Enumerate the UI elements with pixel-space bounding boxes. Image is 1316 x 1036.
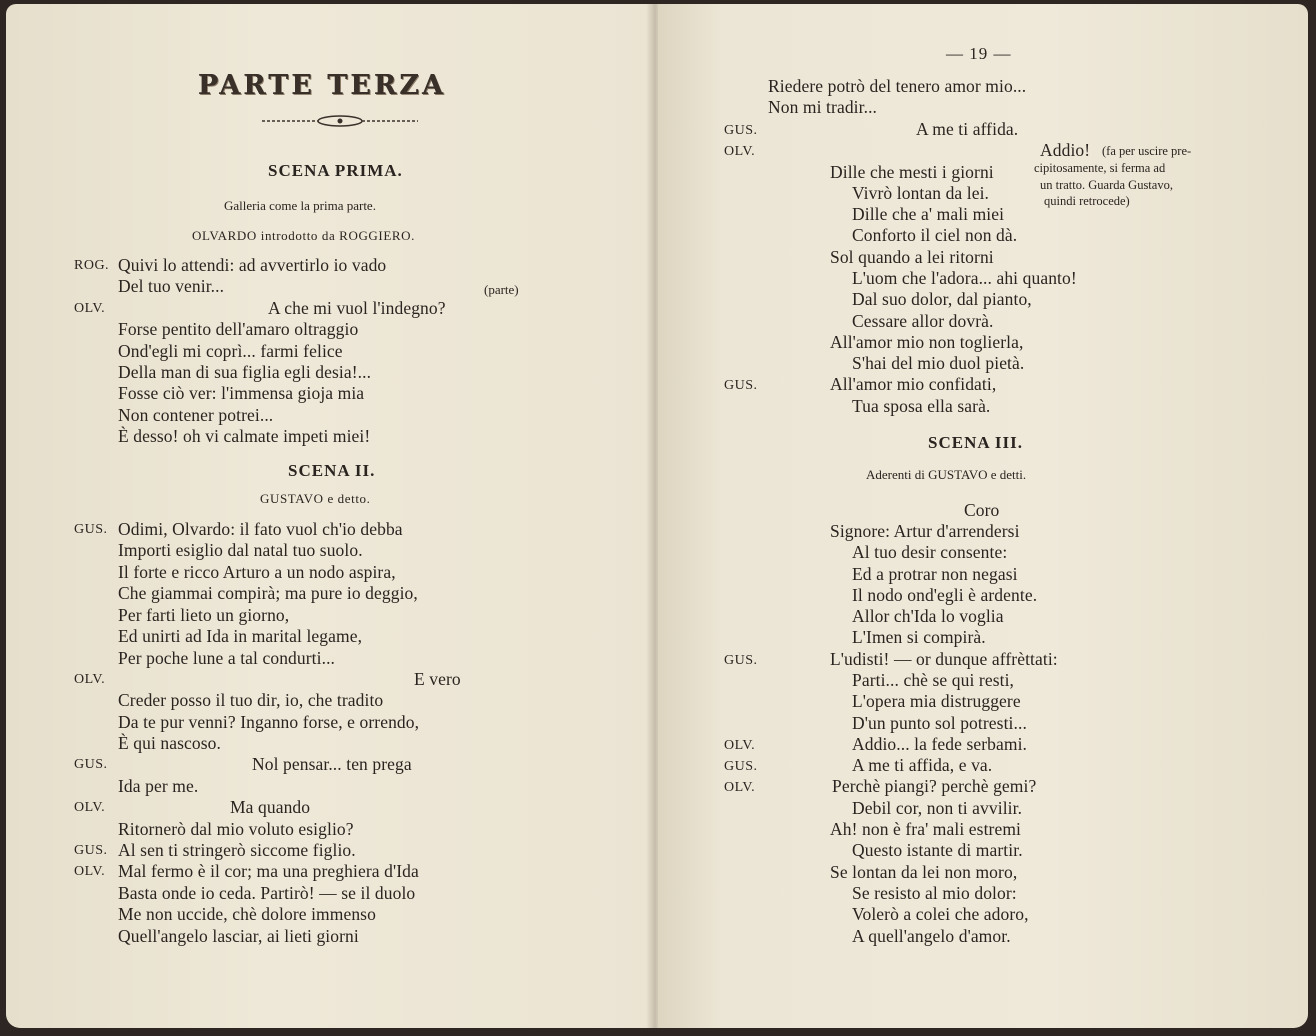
stage-direction-line: cipitosamente, si ferma ad — [1034, 161, 1166, 175]
right-page — [658, 4, 1308, 1028]
speaker-label: OLV. — [74, 672, 106, 687]
verse-line: Debil cor, non ti avvilir. — [852, 798, 1023, 818]
verse-line: Dille che mesti i giorni — [830, 162, 994, 182]
verse-line: Volerò a colei che adoro, — [852, 904, 1029, 924]
verse-line: Questo istante di martir. — [852, 840, 1023, 860]
verse-line: Addio! — [1040, 140, 1091, 160]
stage-direction: (parte) — [484, 282, 519, 297]
verse-line: Ed a protrar non negasi — [852, 564, 1018, 584]
verse-line: Sol quando a lei ritorni — [830, 247, 994, 267]
verse-line: Basta onde io ceda. Partirò! — se il duolo — [118, 883, 416, 903]
verse-line: Ma quando — [230, 797, 311, 817]
verse-line: A quell'angelo d'amor. — [852, 926, 1011, 946]
scena-ii-entrance: GUSTAVO e detto. — [260, 491, 371, 506]
verse-line: D'un punto sol potresti... — [852, 713, 1027, 733]
speaker-label: OLV. — [74, 301, 106, 316]
verse-line: Cessare allor dovrà. — [852, 311, 994, 331]
verse-line: A me ti affida, e va. — [852, 755, 993, 775]
page-number: — 19 — — [946, 44, 1012, 63]
verse-line: Dille che a' mali miei — [852, 204, 1005, 224]
verse-line: Creder posso il tuo dir, io, che tradito — [118, 690, 384, 710]
verse-line: Vivrò lontan da lei. — [852, 183, 990, 203]
verse-line: Forse pentito dell'amaro oltraggio — [118, 319, 359, 339]
verse-line: E vero — [414, 669, 461, 689]
verse-line: Me non uccide, chè dolore immenso — [118, 904, 376, 924]
verse-line: Fosse ciò ver: l'immensa gioja mia — [118, 383, 365, 403]
speaker-label: GUS. — [724, 759, 758, 774]
scena-prima-setting: Galleria come la prima parte. — [224, 198, 376, 213]
stage-direction-line: quindi retrocede) — [1044, 194, 1130, 208]
scena-prima-entrance: OLVARDO introdotto da ROGGIERO. — [192, 228, 415, 243]
speaker-label: GUS. — [724, 378, 758, 393]
verse-line: Ritornerò dal mio voluto esiglio? — [118, 819, 354, 839]
verse-line: Per poche lune a tal condurti... — [118, 648, 336, 668]
verse-line: Al sen ti stringerò siccome figlio. — [118, 840, 356, 860]
verse-line: L'Imen si compirà. — [852, 627, 986, 647]
stage-direction-line: un tratto. Guarda Gustavo, — [1040, 178, 1173, 192]
speaker-label: GUS. — [74, 843, 108, 858]
verse-line: Parti... chè se qui resti, — [852, 670, 1015, 690]
verse-line: All'amor mio non toglierla, — [830, 332, 1024, 352]
verse-line: Quivi lo attendi: ad avvertirlo io vado — [118, 255, 387, 275]
verse-line: Al tuo desir consente: — [852, 542, 1008, 562]
verse-line: Dal suo dolor, dal pianto, — [852, 289, 1032, 309]
coro-heading: Coro — [964, 500, 1000, 520]
verse-line: Tua sposa ella sarà. — [852, 396, 991, 416]
speaker-label: GUS. — [74, 757, 108, 772]
speaker-label: GUS. — [724, 123, 758, 138]
book-spread — [6, 4, 1308, 1028]
verse-line: A me ti affida. — [916, 119, 1019, 139]
verse-line: Allor ch'Ida lo voglia — [852, 606, 1004, 626]
speaker-label: OLV. — [74, 800, 106, 815]
speaker-label: OLV. — [724, 738, 756, 753]
verse-line: S'hai del mio duol pietà. — [852, 353, 1025, 373]
verse-line: All'amor mio confidati, — [830, 374, 997, 394]
verse-line: Il nodo ond'egli è ardente. — [852, 585, 1038, 605]
verse-line: Non contener potrei... — [118, 405, 274, 425]
stage-direction-line: (fa per uscire pre- — [1102, 144, 1192, 158]
verse-line: Da te pur venni? Inganno forse, e orrendo, — [118, 712, 420, 732]
verse-line: Per farti lieto un giorno, — [118, 605, 290, 625]
verse-line: Se resisto al mio dolor: — [852, 883, 1017, 903]
scena-ii-title: SCENA II. — [288, 461, 376, 480]
verse-line: L'opera mia distruggere — [852, 691, 1021, 711]
verse-line: Nol pensar... ten prega — [252, 754, 412, 774]
verse-line: Della man di sua figlia egli desia!... — [118, 362, 372, 382]
verse-line: Odimi, Olvardo: il fato vuol ch'io debba — [118, 519, 403, 539]
verse-line: Riedere potrò del tenero amor mio... — [768, 76, 1027, 96]
verse-line: Conforto il ciel non dà. — [852, 225, 1018, 245]
ornament-divider — [260, 114, 420, 128]
verse-line: Non mi tradir... — [768, 97, 878, 117]
verse-line: Il forte e ricco Arturo a un nodo aspira, — [118, 562, 396, 582]
verse-line: Importi esiglio dal natal tuo suolo. — [118, 540, 363, 560]
verse-line: È qui nascoso. — [118, 733, 221, 753]
verse-line: Ah! non è fra' mali estremi — [830, 819, 1021, 839]
verse-line: Signore: Artur d'arrendersi — [830, 521, 1020, 541]
verse-line: È desso! oh vi calmate impeti miei! — [118, 426, 371, 446]
speaker-label: GUS. — [724, 653, 758, 668]
verse-line: Quell'angelo lasciar, ai lieti giorni — [118, 926, 359, 946]
verse-line: Del tuo venir... — [118, 276, 225, 296]
verse-line: Se lontan da lei non moro, — [830, 862, 1018, 882]
scena-iii-entrance: Aderenti di GUSTAVO e detti. — [866, 467, 1027, 482]
scena-iii-title: SCENA III. — [928, 433, 1024, 452]
verse-line: Ond'egli mi coprì... farmi felice — [118, 341, 343, 361]
speaker-label: GUS. — [74, 522, 108, 537]
verse-line: L'udisti! — or dunque affrèttati: — [830, 649, 1058, 669]
parte-title: PARTE TERZA — [198, 70, 447, 101]
left-page — [6, 4, 658, 1028]
scena-prima-title: SCENA PRIMA. — [268, 161, 403, 180]
verse-line: Ed unirti ad Ida in marital legame, — [118, 626, 363, 646]
verse-line: Mal fermo è il cor; ma una preghiera d'Ida — [118, 861, 419, 881]
speaker-label: OLV. — [74, 864, 106, 879]
speaker-label: OLV. — [724, 780, 756, 795]
verse-line: Perchè piangi? perchè gemi? — [832, 776, 1037, 796]
verse-line: Ida per me. — [118, 776, 199, 796]
verse-line: Addio... la fede serbami. — [852, 734, 1028, 754]
verse-line: Che giammai compirà; ma pure io deggio, — [118, 583, 418, 603]
verse-line: A che mi vuol l'indegno? — [268, 298, 446, 318]
speaker-label: OLV. — [724, 144, 756, 159]
speaker-label: ROG. — [74, 258, 110, 273]
verse-line: L'uom che l'adora... ahi quanto! — [852, 268, 1077, 288]
